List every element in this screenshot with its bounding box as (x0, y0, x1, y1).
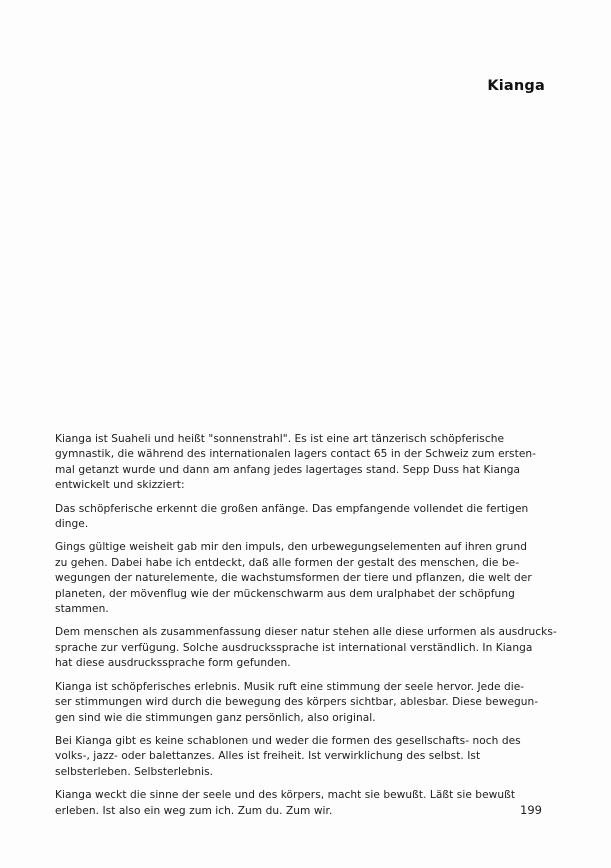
text-line: gen sind wie die stimmungen ganz persönlich, also original. (55, 711, 376, 724)
text-line: volks-, jazz- oder balettanzes. Alles ist freiheit. Ist verwirklichung des selbst. Ist (55, 750, 481, 763)
paragraph (55, 432, 567, 494)
text-line: hat diese ausdruckssprache form gefunden. (55, 657, 291, 670)
paragraph (55, 788, 567, 819)
body-text (55, 432, 567, 827)
text-line: sprache zur verfügung. Solche ausdruckssprache ist international verständlich. In Kianga (55, 641, 533, 654)
paragraph (55, 734, 567, 780)
page-title: Kianga (487, 78, 545, 94)
text-line: gymnastik, die während des internationalen lagers contact 65 in der Schweiz zum ersten- (55, 448, 537, 461)
paragraph (55, 680, 567, 726)
text-line: Dem menschen als zusammenfassung dieser natur stehen alle diese urformen als ausdrucks- (55, 626, 557, 639)
text-line: Kianga ist schöpferisches erlebnis. Musik ruft eine stimmung der seele hervor. Jede die- (55, 680, 525, 693)
text-line: planeten, der mövenflug wie der mückenschwarm aus dem uralphabet der schöpfung (55, 587, 515, 600)
page-number: 199 (520, 803, 542, 817)
paragraph (55, 540, 567, 617)
paragraph (55, 625, 567, 671)
text-line: ser stimmungen wird durch die bewegung des körpers sichtbar, ablesbar. Diese bewegun- (55, 696, 539, 709)
text-line: zu gehen. Dabei habe ich entdeckt, daß alle formen der gestalt des menschen, die be- (55, 556, 520, 569)
text-line: dinge. (55, 518, 89, 531)
text-line: Gings gültige weisheit gab mir den impuls, den urbewegungselementen auf ihren grund (55, 541, 527, 554)
paragraph (55, 502, 567, 533)
text-line: Das schöpferische erkennt die großen anfänge. Das empfangende vollendet die fertigen (55, 502, 529, 515)
text-line: selbsterleben. Selbsterlebnis. (55, 765, 214, 778)
text-line: Bei Kianga gibt es keine schablonen und weder die formen des gesellschafts- noch des (55, 734, 521, 747)
text-line: Kianga weckt die sinne der seele und des körpers, macht sie bewußt. Läßt sie bewußt (55, 789, 516, 802)
text-line: erleben. Ist also ein weg zum ich. Zum du. Zum wir. (55, 804, 333, 817)
text-line: mal getanzt wurde und dann am anfang jedes lagertages stand. Sepp Duss hat Kianga (55, 463, 521, 476)
text-line: wegungen der naturelemente, die wachstumsformen der tiere und pflanzen, die welt der (55, 572, 532, 585)
text-line: Kianga ist Suaheli und heißt "sonnenstrahl". Es ist eine art tänzerisch schöpferische (55, 433, 505, 445)
text-line: stammen. (55, 603, 109, 616)
text-line: entwickelt und skizziert: (55, 479, 185, 492)
